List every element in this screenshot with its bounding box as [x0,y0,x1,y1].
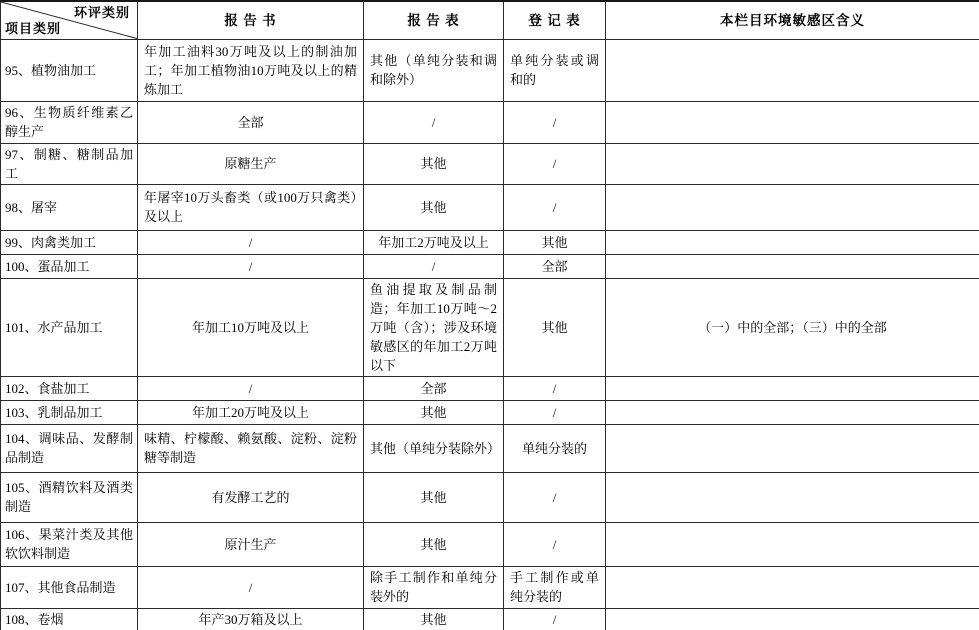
table-body [1,39,979,630]
report-form-cell: / [364,254,504,278]
sensitive-area-cell [606,101,979,143]
sensitive-area-cell [606,472,979,522]
project-category-cell: 104、调味品、发酵制品制造 [1,424,138,472]
sensitive-area-cell [606,608,979,630]
project-category-cell: 107、其他食品制造 [1,566,138,608]
report-form-cell: 除手工制作和单纯分装外的 [364,566,504,608]
project-category-cell: 97、制糖、糖制品加工 [1,143,138,184]
report-form-cell: 年加工2万吨及以上 [364,230,504,254]
sensitive-area-cell [606,39,979,101]
table-row [1,376,979,400]
sensitive-area-cell [606,400,979,424]
table-row [1,400,979,424]
header-row [1,1,979,39]
registration-form-cell: / [504,472,606,522]
column-header-registration-form: 登 记 表 [504,1,606,39]
table-row [1,230,979,254]
report-book-cell: 年产30万箱及以上 [138,608,364,630]
report-book-cell: 年加工10万吨及以上 [138,278,364,376]
registration-form-cell: 单纯分装的 [504,424,606,472]
project-category-cell: 106、果菜汁类及其他软饮料制造 [1,522,138,566]
column-header-report-form: 报 告 表 [364,1,504,39]
sensitive-area-cell [606,424,979,472]
report-book-cell: 有发酵工艺的 [138,472,364,522]
report-form-cell: 其他 [364,522,504,566]
report-form-cell: 全部 [364,376,504,400]
sensitive-area-cell [606,376,979,400]
table-row [1,254,979,278]
project-category-cell: 105、酒精饮料及酒类制造 [1,472,138,522]
sensitive-area-cell [606,254,979,278]
registration-form-cell: / [504,143,606,184]
table-row [1,39,979,101]
project-category-cell: 99、肉禽类加工 [1,230,138,254]
table-row [1,566,979,608]
project-category-cell: 108、卷烟 [1,608,138,630]
registration-form-cell: / [504,184,606,230]
sensitive-area-cell [606,184,979,230]
report-book-cell: 原汁生产 [138,522,364,566]
sensitive-area-cell: （一）中的全部；（三）中的全部 [606,278,979,376]
registration-form-cell: / [504,101,606,143]
report-form-cell: 其他 [364,608,504,630]
report-book-cell: 味精、柠檬酸、赖氨酸、淀粉、淀粉糖等制造 [138,424,364,472]
table-row [1,184,979,230]
table-header [1,1,979,39]
table-row [1,608,979,630]
report-form-cell: 其他 [364,184,504,230]
corner-label-eia-category: 环评类别 [73,5,130,20]
report-form-cell: 其他 [364,400,504,424]
corner-label-project-category: 项目类别 [5,20,62,36]
project-category-cell: 95、植物油加工 [1,39,138,101]
report-form-cell: / [364,101,504,143]
report-form-cell: 鱼油提取及制品制造；年加工10万吨～2万吨（含）；涉及环境敏感区的年加工2万吨以下 [364,278,504,376]
registration-form-cell: 单纯分装或调和的 [504,39,606,101]
report-book-cell: / [138,566,364,608]
report-book-cell: 年加工20万吨及以上 [138,400,364,424]
table-row [1,522,979,566]
report-book-cell: / [138,230,364,254]
corner-header-cell [1,1,138,39]
report-book-cell: 年加工油料30万吨及以上的制油加工；年加工植物油10万吨及以上的精炼加工 [138,39,364,101]
report-form-cell: 其他 [364,143,504,184]
column-header-report-book: 报 告 书 [138,1,364,39]
registration-form-cell: 全部 [504,254,606,278]
report-form-cell: 其他（单纯分装除外） [364,424,504,472]
table-row [1,424,979,472]
project-category-cell: 102、食盐加工 [1,376,138,400]
project-category-cell: 100、蛋品加工 [1,254,138,278]
report-form-cell: 其他（单纯分装和调和除外） [364,39,504,101]
sensitive-area-cell [606,143,979,184]
report-form-cell: 其他 [364,472,504,522]
report-book-cell: 原糖生产 [138,143,364,184]
report-book-cell: 全部 [138,101,364,143]
registration-form-cell: / [504,376,606,400]
registration-form-cell: 其他 [504,230,606,254]
report-book-cell: 年屠宰10万头畜类（或100万只禽类）及以上 [138,184,364,230]
column-header-sensitive-area: 本栏目环境敏感区含义 [606,1,979,39]
registration-form-cell: / [504,400,606,424]
sensitive-area-cell [606,230,979,254]
project-category-cell: 98、屠宰 [1,184,138,230]
sensitive-area-cell [606,522,979,566]
project-category-cell: 101、水产品加工 [1,278,138,376]
registration-form-cell: / [504,522,606,566]
report-book-cell: / [138,254,364,278]
table-row [1,101,979,143]
registration-form-cell: / [504,608,606,630]
project-category-cell: 96、生物质纤维素乙醇生产 [1,101,138,143]
registration-form-cell: 其他 [504,278,606,376]
table-row [1,278,979,376]
table-row [1,143,979,184]
project-category-cell: 103、乳制品加工 [1,400,138,424]
report-book-cell: / [138,376,364,400]
sensitive-area-cell [606,566,979,608]
table-row [1,472,979,522]
registration-form-cell: 手工制作或单纯分装的 [504,566,606,608]
